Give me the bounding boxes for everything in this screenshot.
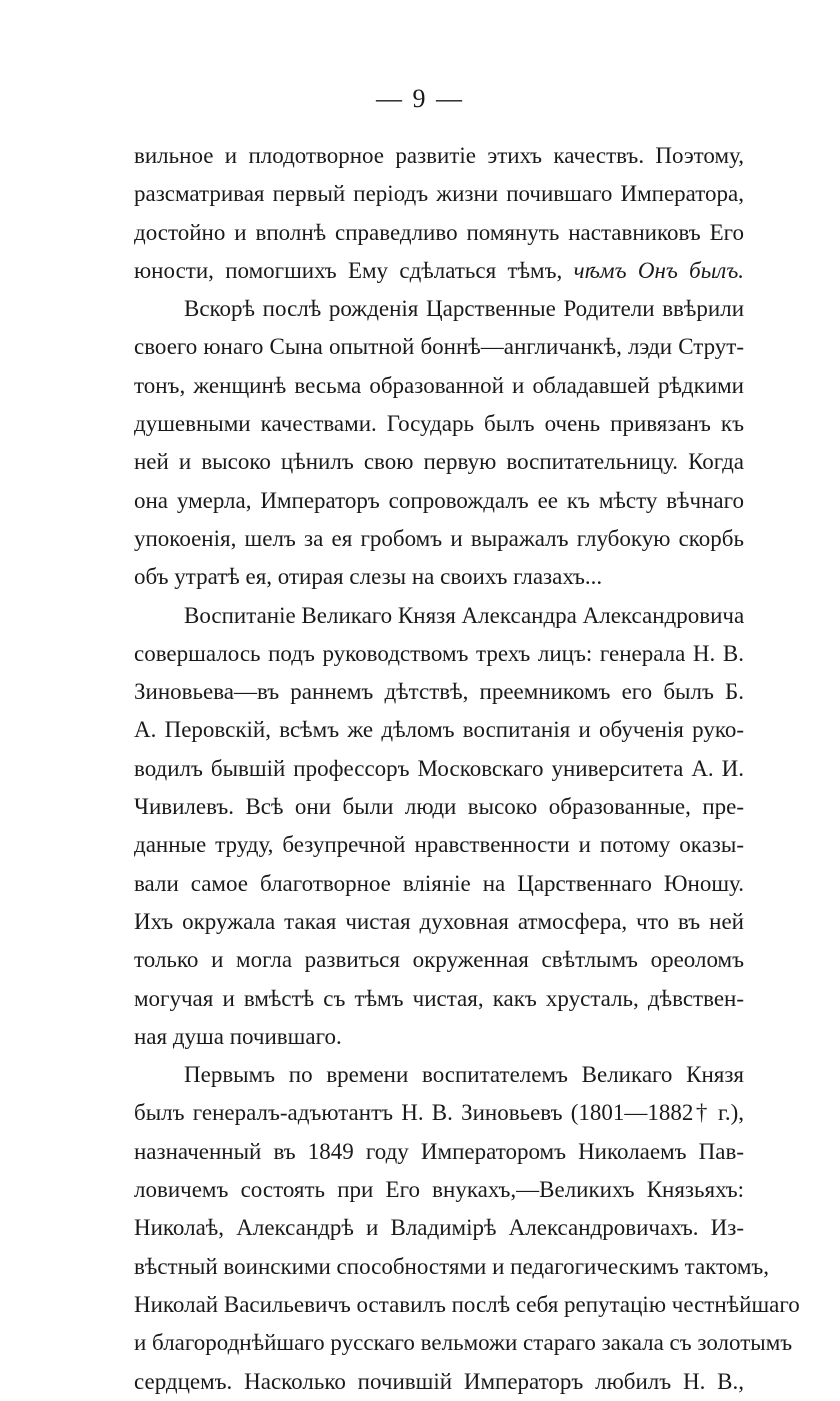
text-line: водилъ бывшій профессоръ Московскаго университета А. И. [134,755,744,781]
text-line: Николаѣ, Александрѣ и Владимірѣ Александровичахъ. Из- [134,1215,744,1241]
text-line: ней и высоко цѣнилъ свою первую воспитательницу. Когда [134,449,744,475]
text-line: сердцемъ. Насколько почившій Императоръ любилъ Н. В., [134,1368,744,1394]
text-line: Николай Васильевичъ оставилъ послѣ себя репутацію честнѣйшаго [134,1291,800,1317]
text-line: только и могла развиться окруженная свѣтлымъ ореоломъ [134,947,744,973]
body-text [134,137,800,1401]
paragraph-last-line: ная душа почившаго. [134,1023,342,1049]
text-line: ловичемъ состоять при Его внукахъ,—Великихъ Князьяхъ: [134,1177,744,1203]
page-number: — 9 — [376,84,464,113]
text-line: назначенный въ 1849 году Императоромъ Николаемъ Пав- [134,1138,744,1164]
text-line: вѣстный воинскими способностями и педагогическимъ тактомъ, [134,1253,770,1279]
text-line: былъ генералъ-адъютантъ Н. В. Зиновьевъ (1801—1882† г.), [134,1100,744,1126]
text-line: разсматривая первый періодъ жизни почившаго Императора, [134,181,744,207]
text-line: Зиновьева—въ раннемъ дѣтствѣ, преемникомъ его былъ Б. [134,679,744,705]
paragraph-first-line: Вскорѣ послѣ рожденія Царственные Родители ввѣрили [184,296,744,322]
text-line: А. Перовскій, всѣмъ же дѣломъ воспитанія и обученія руко- [134,717,744,743]
text-line-with-emphasis [134,252,744,290]
text-line: и благороднѣйшаго русскаго вельможи стараго закала съ золотымъ [134,1330,793,1356]
text-line: вильное и плодотворное развитіе этихъ качествъ. Поэтому, [134,143,744,168]
text-line: тонъ, женщинѣ весьма образованной и обладавшей рѣдкими [134,372,744,398]
text-line: своего юнаго Сына опытной боннѣ—англичанкѣ, лэди Струт- [134,334,744,360]
text-line: Чивилевъ. Всѣ они были люди высоко образованные, пре- [134,794,744,820]
text-line: Ихъ окружала такая чистая духовная атмосфера, что въ ней [134,908,744,934]
text-line: душевными качествами. Государь былъ очень привязанъ къ [134,411,744,437]
text-line: достойно и вполнѣ справедливо помянуть наставниковъ Его [134,219,744,245]
text-line: данные труду, безупречной нравственности и потому оказы- [134,832,744,858]
text-line: совершалось подъ руководствомъ трехъ лицъ: генерала Н. В. [134,640,744,666]
paragraph-last-line: объ утратѣ ея, отирая слезы на своихъ глазахъ... [134,564,603,590]
text-line-start: юности, помогшихъ Ему сдѣлаться тѣмъ, [134,257,563,283]
text-line: упокоенія, шелъ за ея гробомъ и выражалъ глубокую скорбь [134,525,744,551]
paragraph-first-line: Воспитаніе Великаго Князя Александра Александровича [184,602,745,628]
text-line: вали самое благотворное вліяніе на Царственнаго Юношу. [134,870,744,896]
paragraph-first-line: Первымъ по времени воспитателемъ Великаго Князя [184,1062,744,1088]
text-line: она умерла, Императоръ сопровождалъ ее къ мѣсту вѣчнаго [134,487,744,513]
emphasized-phrase: чѣмъ Онъ былъ. [573,257,745,283]
text-line: могучая и вмѣстѣ съ тѣмъ чистая, какъ хрусталь, дѣвствен- [134,985,744,1011]
